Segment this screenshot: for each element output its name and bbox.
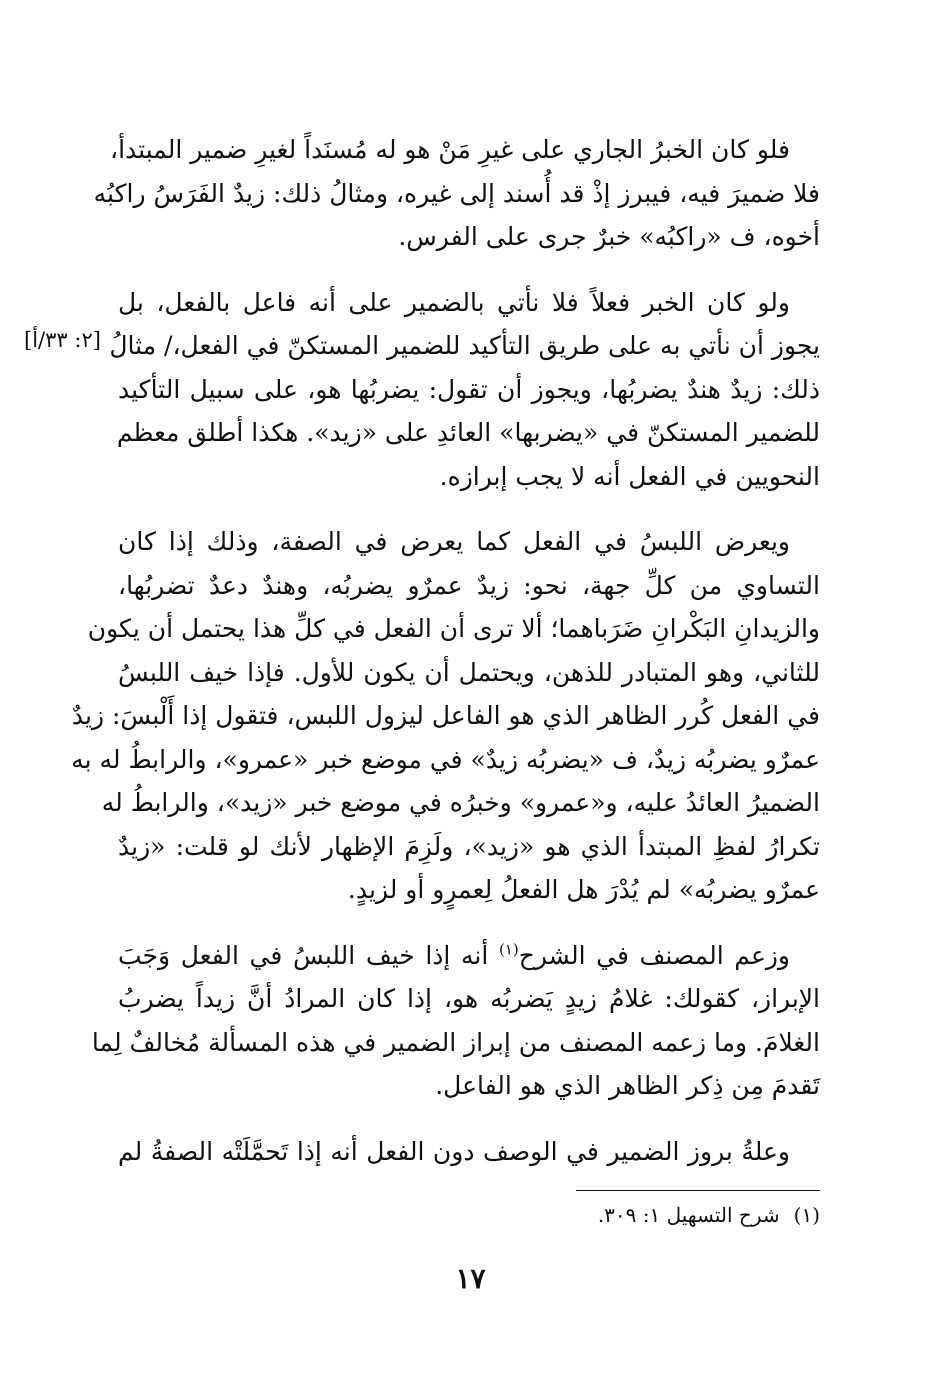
text-line: وزعم المصنف في الشرح$^{(١)}$ أنه إذا خيف اللبسُ في الفعل وَجَبَ [118,940,791,970]
text-line: في الفعل كُرر الظاهر الذي هو الفاعل ليزول اللبس، فتقول إذا أَلْبسَ: زيدٌ [71,701,820,730]
text-line: ويعرض اللبسُ في الفعل كما يعرض في الصفة، وذلك إذا كان [118,527,790,556]
page-number: ١٧ [455,1262,486,1295]
text-line: والزيدانِ البَكْرانِ ضَرَباهما؛ ألا ترى أن الفعل في كلِّ هذا يحتمل أن يكون [87,614,820,643]
paragraph-3 [71,520,820,912]
paragraph-2 [109,281,820,499]
text-line: للضمير المستكنّ في «يضربها» العائدِ على «زيد». هكذا أطلق معظم [116,418,820,447]
text-line: وعلةُ بروز الضمير في الوصف دون الفعل أنه إذا تَحمَّلَتْه الصفةُ لم [118,1136,790,1166]
text-line: الضميرُ العائدُ عليه، و«عمرو» وخبرُه في موضع خبر «زيد»، والرابطُ له [101,788,820,817]
text-line: أخوه، ف «راكبُه» خبرٌ جرى على الفرس. [398,222,820,251]
manuscript-folio-note: [٢: ٣٣/أ] [24,328,101,352]
paragraph-5 [118,1130,820,1174]
footnote-number: (١) [793,1203,820,1227]
text-line: يجوز أن نأتي به على طريق التأكيد للضمير المستكنّ في الفعل،/ مثالُ [109,331,820,360]
text-line: النحويين في الفعل أنه لا يجب إبرازه. [439,461,820,491]
text-line: عمرٌو يضربُه زيدٌ، ف «يضربُه زيدٌ» في موضع خبر «عمرو»، والرابطُ له به [71,744,820,774]
text-line: فلو كان الخبرُ الجاري على غيرِ مَنْ هو له مُسنَداً لغيرِ ضمير المبتدأ، [110,135,790,164]
text-line: الإبراز، كقولك: غلامُ زيدٍ يَضربُه هو، إذا كان المرادُ أنَّ زيداً يضربُ [118,984,820,1013]
footnote-divider [576,1190,820,1191]
text-line: تكرارُ لفظِ المبتدأ الذي هو «زيد»، ولَزِمَ الإظهار لأنك لو قلت: «زيدٌ [118,831,820,861]
paragraph-1 [93,128,820,259]
text-line: الغلامَ. وما زعمه المصنف من إبراز الضمير في هذه المسألة مُخالفٌ لِما [91,1027,820,1057]
footnote-text: شرح التسهيل ١: ٣٠٩. [597,1203,780,1227]
footnote [598,1203,820,1227]
text-line: للثاني، وهو المتبادر للذهن، ويحتمل أن يكون للأول. فإذا خيف اللبسُ [118,657,820,687]
text-line: عمرٌو يضربُه» لم يُدْرَ هل الفعلُ لِعمرٍو أو لزيدٍ. [347,875,820,904]
text-line: ذلك: زيدٌ هندٌ يضربُها، ويجوز أن تقول: يضربُها هو، على سبيل التأكيد [118,374,820,404]
paragraph-4 [91,934,820,1108]
text-line: فلا ضميرَ فيه، فيبرز إذْ قد أُسند إلى غيره، ومثالُ ذلك: زيدٌ الفَرَسُ راكبُه [93,178,820,208]
text-line: تَقدمَ مِن ذِكر الظاهر الذي هو الفاعل. [435,1071,820,1100]
text-line: ولو كان الخبر فعلاً فلا نأتي بالضمير على أنه فاعل بالفعل، بل [118,287,790,317]
footnote-reference[interactable]: (١) [498,940,519,959]
text-line: التساوي من كلِّ جهة، نحو: زيدٌ عمرٌو يضربُه، وهندٌ دعدٌ تضربُها، [118,570,820,600]
main-text [71,128,820,1195]
